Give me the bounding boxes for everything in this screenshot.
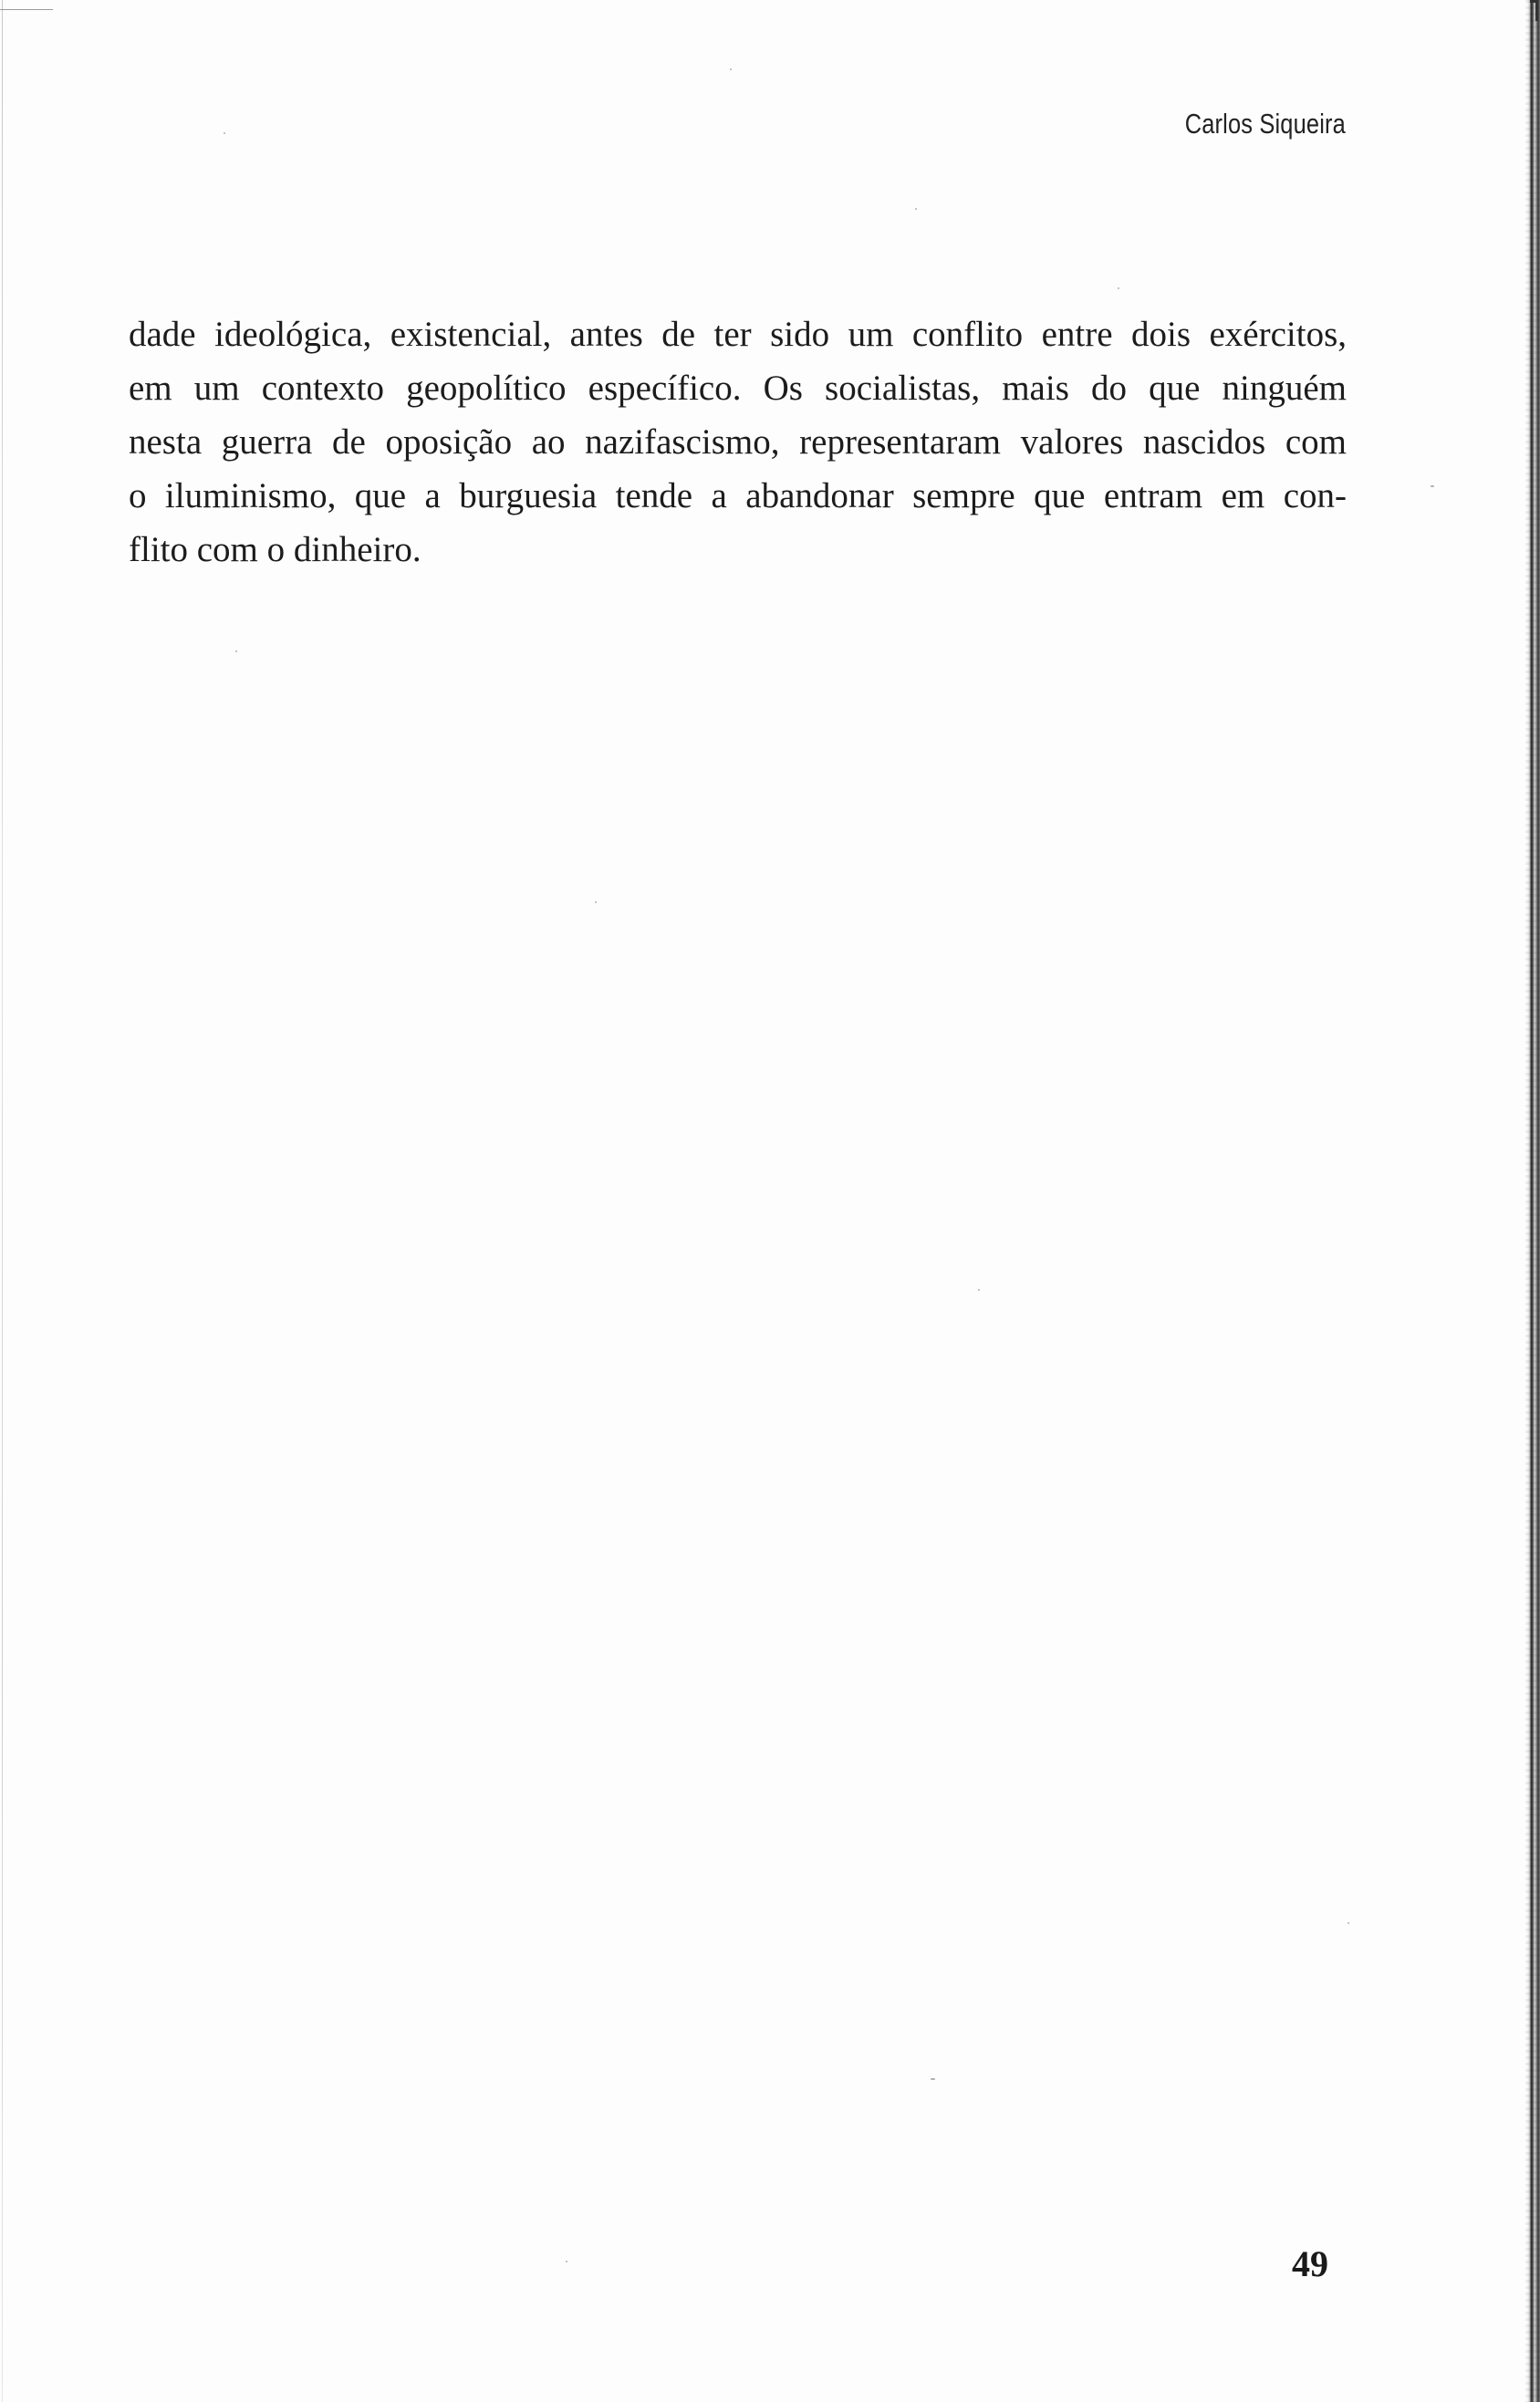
scan-speck — [931, 2078, 935, 2080]
scan-speck — [1348, 1922, 1349, 1924]
scan-speck — [235, 650, 237, 652]
text-line: nesta guerra de oposição ao nazifascismo, representaram valores nascidos com — [129, 422, 1347, 462]
scan-speck — [730, 68, 732, 70]
scan-speck — [915, 208, 917, 210]
text-line: dade ideológica, existencial, antes de ter sido um conflito entre dois exércitos, — [129, 315, 1347, 354]
body-paragraph — [129, 307, 1347, 577]
scan-top-mark — [0, 9, 53, 10]
book-binding-edge — [1525, 0, 1540, 2402]
text-line: flito com o dinheiro. — [129, 530, 421, 569]
page-number: 49 — [1292, 2243, 1328, 2284]
scan-speck — [1431, 485, 1434, 487]
scan-speck — [566, 2261, 567, 2262]
scan-speck — [224, 132, 225, 134]
scan-speck — [978, 1289, 980, 1291]
text-line: em um contexto geopolítico específico. Os socialistas, mais do que ninguém — [129, 369, 1347, 408]
scan-speck — [1118, 287, 1119, 289]
scan-left-edge — [2, 0, 3, 2402]
scan-speck — [595, 901, 597, 903]
binding-corner — [1530, 0, 1538, 21]
running-head: Carlos Siqueira — [1184, 108, 1346, 140]
text-line: o iluminismo, que a burguesia tende a abandonar sempre que entram em con- — [129, 476, 1347, 515]
